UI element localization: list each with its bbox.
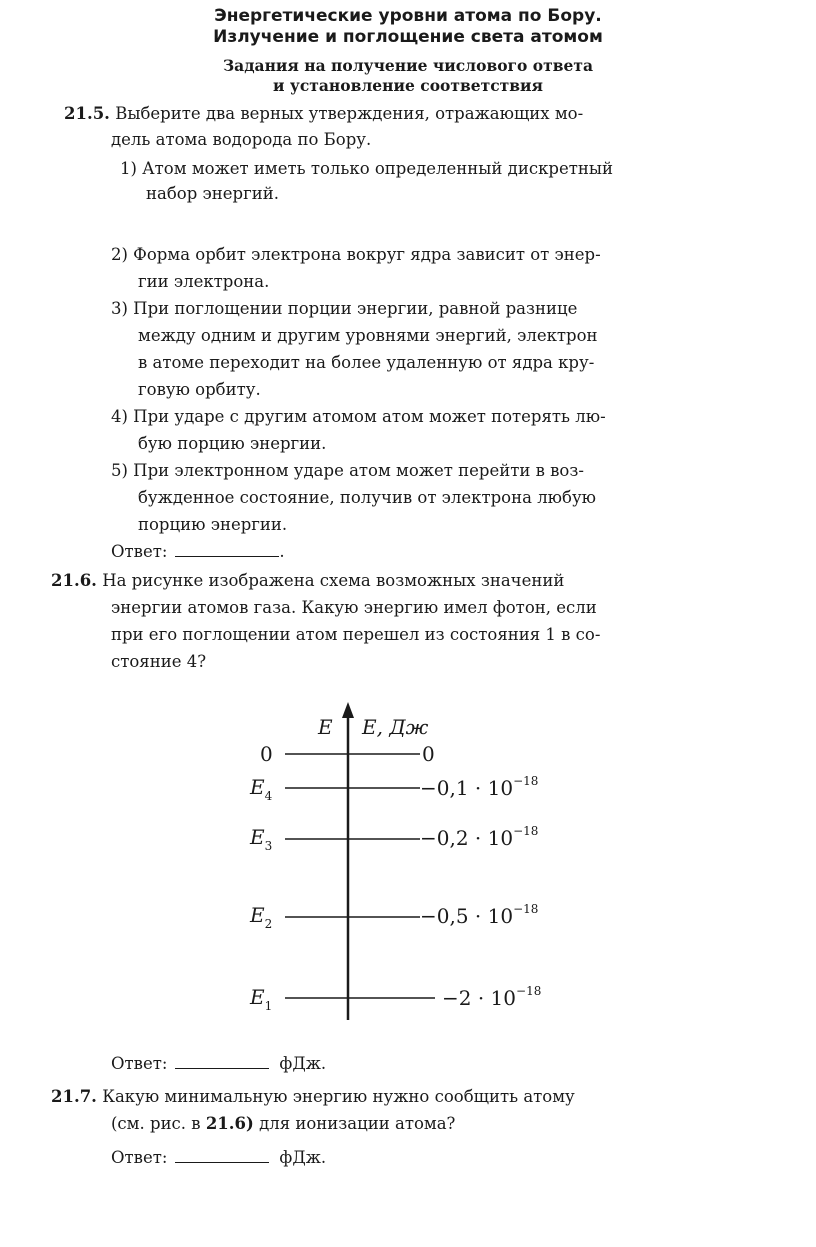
question-text: На рисунке изображена схема возможных значений xyxy=(102,571,565,590)
option-2: 2) Форма орбит электрона вокруг ядра зависит от энер- xyxy=(111,245,601,264)
question-text-part: (см. рис. в xyxy=(111,1114,206,1133)
answer-label: Ответ: xyxy=(111,1054,168,1073)
level-e2-label: $E_2$ xyxy=(250,903,273,931)
answer-line-21-5 xyxy=(111,538,285,565)
page-title-line2: Излучение и поглощение света атомом xyxy=(213,27,603,47)
level-e4-value: $-0,1 \cdot 10^{-18}$ xyxy=(420,774,539,800)
question-text-continued: дель атома водорода по Бору. xyxy=(111,130,372,149)
level-e1-value: $-2 \cdot 10^{-18}$ xyxy=(442,984,542,1010)
axis-arrow-icon xyxy=(342,702,354,718)
task-21-5-question xyxy=(64,100,583,127)
task-21-7-question xyxy=(51,1083,575,1110)
energy-levels-diagram xyxy=(240,698,570,1028)
axis-right-label: E, Дж xyxy=(362,715,429,739)
level-e1-label: $E_1$ xyxy=(250,985,273,1013)
task-reference: 21.6) xyxy=(205,1114,254,1133)
question-text-continued-3: стояние 4? xyxy=(111,652,207,671)
option-4: 4) При ударе с другим атомом атом может потерять лю- xyxy=(111,407,606,426)
section-subtitle-line1: Задания на получение числового ответа xyxy=(222,56,594,75)
option-4-continued: бую порцию энергии. xyxy=(138,434,327,453)
answer-unit: фДж. xyxy=(279,1148,327,1167)
level-e2-value: $-0,5 \cdot 10^{-18}$ xyxy=(420,902,539,928)
level-e3-value: $-0,2 \cdot 10^{-18}$ xyxy=(420,824,539,850)
level-0-left-label: 0 xyxy=(260,742,273,766)
section-subtitle-line2: и установление соответствия xyxy=(273,76,543,95)
level-e3-label: $E_3$ xyxy=(250,825,273,853)
question-text-continued-1: энергии атомов газа. Какую энергию имел фотон, если xyxy=(111,598,597,617)
answer-blank[interactable] xyxy=(175,538,279,557)
option-1: 1) Атом может иметь только определенный дискретный xyxy=(120,159,613,178)
question-text-continued xyxy=(111,1110,455,1137)
task-number: 21.5. xyxy=(64,104,110,123)
option-2-continued: гии электрона. xyxy=(138,272,270,291)
option-5-continued-2: порцию энергии. xyxy=(138,515,288,534)
answer-unit: фДж. xyxy=(279,1054,327,1073)
question-text: Выберите два верных утверждения, отражающих мо- xyxy=(115,104,584,123)
option-3-continued-1: между одним и другим уровнями энергий, электрон xyxy=(138,326,598,345)
axis-left-label: E xyxy=(318,715,333,739)
task-number: 21.7. xyxy=(51,1087,97,1106)
answer-suffix: . xyxy=(279,542,285,561)
question-text-part: для ионизации атома? xyxy=(253,1114,456,1133)
answer-blank[interactable] xyxy=(175,1144,269,1163)
task-21-6-question xyxy=(51,567,564,594)
option-3-continued-3: говую орбиту. xyxy=(138,380,261,399)
question-text: Какую минимальную энергию нужно сообщить атому xyxy=(102,1087,575,1106)
option-3-continued-2: в атоме переходит на более удаленную от ядра кру- xyxy=(138,353,595,372)
task-number: 21.6. xyxy=(51,571,97,590)
answer-line-21-6 xyxy=(111,1050,326,1077)
option-5: 5) При электронном ударе атом может перейти в воз- xyxy=(111,461,584,480)
answer-line-21-7 xyxy=(111,1144,326,1171)
option-1-continued: набор энергий. xyxy=(146,184,279,203)
level-0-right-label: 0 xyxy=(422,742,435,766)
option-5-continued-1: бужденное состояние, получив от электрона любую xyxy=(138,488,597,507)
page-title-line1: Энергетические уровни атома по Бору. xyxy=(214,6,602,26)
answer-label: Ответ: xyxy=(111,1148,168,1167)
level-e4-label: $E_4$ xyxy=(250,775,273,803)
question-text-continued-2: при его поглощении атом перешел из состояния 1 в со- xyxy=(111,625,601,644)
option-3: 3) При поглощении порции энергии, равной разнице xyxy=(111,299,578,318)
answer-label: Ответ: xyxy=(111,542,168,561)
answer-blank[interactable] xyxy=(175,1050,269,1069)
